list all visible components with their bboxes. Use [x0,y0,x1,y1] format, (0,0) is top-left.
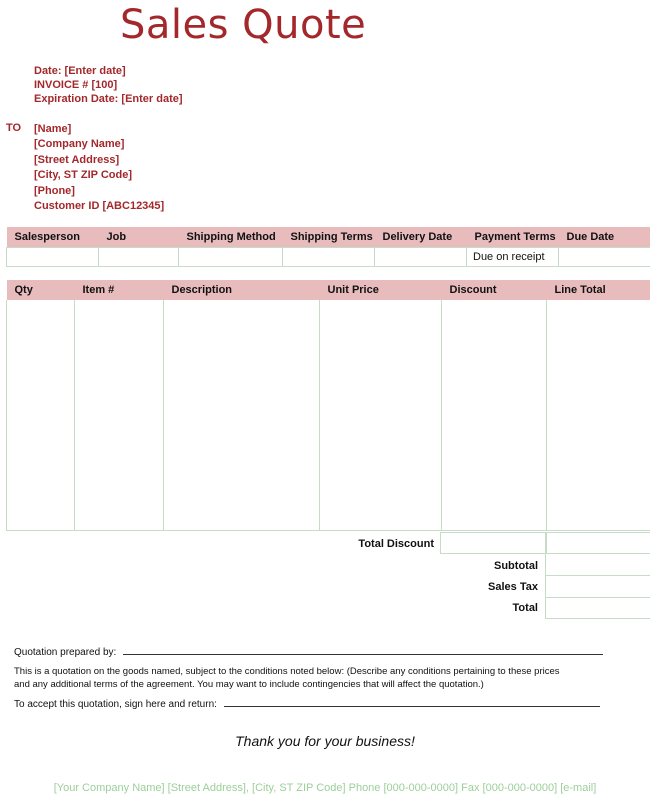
subtotal-field[interactable] [545,553,650,576]
prepared-by-line [14,646,603,659]
shipping-header-row [7,227,650,248]
header-line-total: Line Total [547,280,650,300]
accept-signature-field[interactable] [224,706,600,707]
salesperson-cell[interactable] [7,248,99,267]
accept-label: To accept this quotation, sign here and return: [14,699,217,710]
header-item-number: Item # [75,280,164,300]
recipient-company: [Company Name] [34,138,125,151]
recipient-city: [City, ST ZIP Code] [34,169,132,182]
invoice-number: INVOICE # [100] [34,79,118,91]
item-number-cell[interactable] [75,300,164,531]
header-job: Job [99,227,179,248]
qty-cell[interactable] [7,300,75,531]
table-row [7,248,650,267]
prepared-by-label: Quotation prepared by: [14,647,117,658]
payment-terms-cell[interactable]: Due on receipt [467,248,559,267]
sales-tax-field[interactable] [545,575,650,598]
shipping-table [6,227,650,267]
recipient-street: [Street Address] [34,153,120,166]
header-discount: Discount [442,280,547,300]
discount-cell[interactable] [442,300,547,531]
job-cell[interactable] [99,248,179,267]
total-field[interactable] [545,597,650,619]
recipient-name: [Name] [34,123,72,135]
description-cell[interactable] [164,300,320,531]
shipping-terms-cell[interactable] [283,248,375,267]
header-payment-terms: Payment Terms [467,227,559,248]
header-shipping-terms: Shipping Terms [283,227,375,248]
terms-line-2: and any additional terms of the agreement. You may want to include contingencies that will affect the quotation.) [14,679,484,690]
expiration-date: Expiration Date: [Enter date] [34,93,183,105]
total-discount-total-field[interactable] [545,532,650,554]
quote-date: Date: [Enter date] [34,65,126,77]
header-unit-price: Unit Price [320,280,442,300]
thank-you-message: Thank you for your business! [235,733,415,749]
items-header-row [7,280,650,300]
shipping-method-cell[interactable] [179,248,283,267]
due-date-cell[interactable] [559,248,650,267]
terms-text [14,665,560,691]
page-title: Sales Quote [120,2,367,48]
total-discount-field[interactable] [440,532,547,554]
header-description: Description [164,280,320,300]
delivery-date-cell[interactable] [375,248,467,267]
recipient-block [34,122,164,214]
unit-price-cell[interactable] [320,300,442,531]
header-shipping-method: Shipping Method [179,227,283,248]
company-contact-line: [Your Company Name] [Street Address], [City, ST ZIP Code] Phone [000-000-0000] Fax [000-000-0000] [e-mail] [53,782,597,794]
header-delivery-date: Delivery Date [375,227,467,248]
header-qty: Qty [7,280,75,300]
sales-tax-label: Sales Tax [488,581,538,593]
recipient-phone: [Phone] [34,184,75,197]
line-total-cell[interactable] [547,300,650,531]
terms-line-1: This is a quotation on the goods named, subject to the conditions noted below: (Describe any conditions pertaining to these prices [14,666,560,677]
accept-line [14,698,600,711]
to-label: TO [6,122,22,134]
table-row [7,300,650,531]
items-table [6,280,650,531]
total-label: Total [512,602,538,614]
header-salesperson: Salesperson [7,227,99,248]
customer-id: Customer ID [ABC12345] [34,200,165,213]
prepared-by-signature-field[interactable] [123,654,603,655]
header-due-date: Due Date [559,227,650,248]
total-discount-label: Total Discount [358,538,434,550]
subtotal-label: Subtotal [494,560,538,572]
